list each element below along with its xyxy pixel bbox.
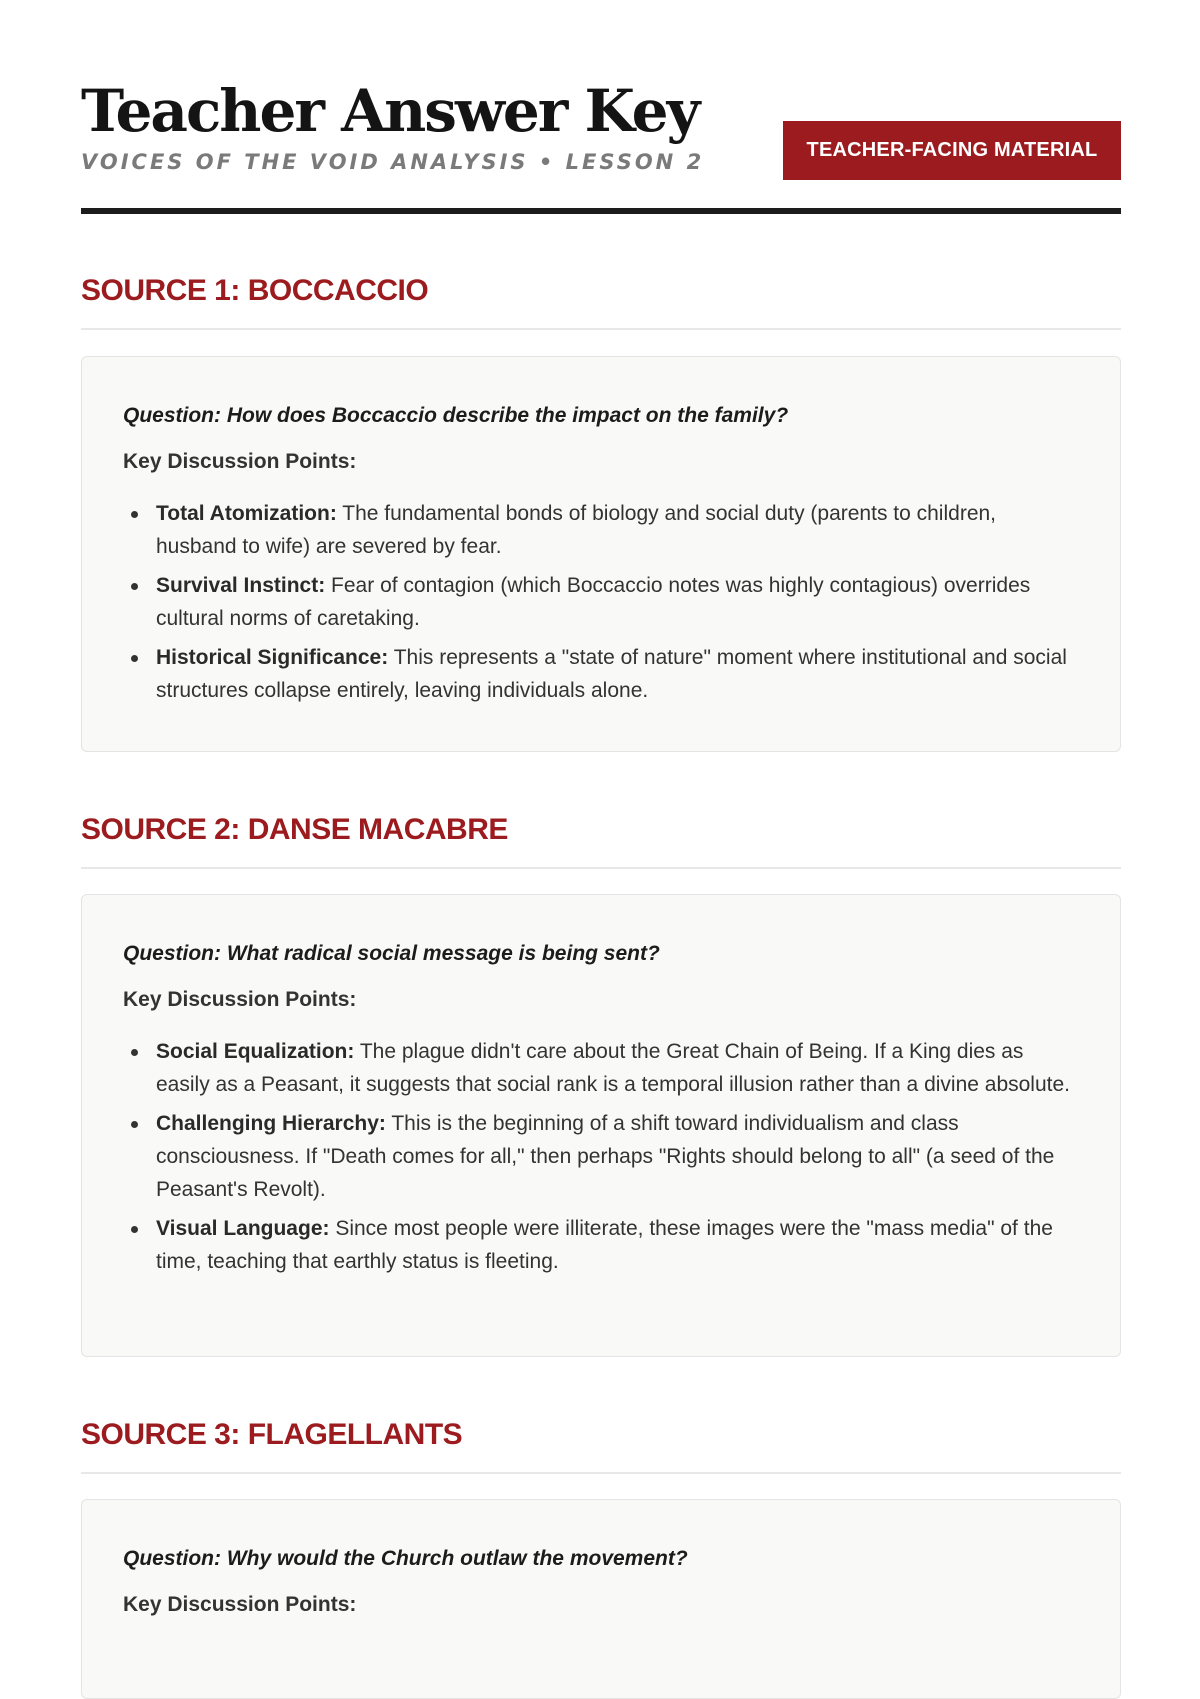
- list-item: [123, 1107, 1080, 1206]
- page-title: Teacher Answer Key: [81, 77, 699, 145]
- list-item: [123, 641, 1080, 707]
- bullet-icon: [131, 583, 138, 590]
- key-discussion-points-label: Key Discussion Points:: [123, 1593, 357, 1616]
- point-term: Historical Significance:: [156, 646, 389, 669]
- bullet-icon: [131, 511, 138, 518]
- section-title-source-3: SOURCE 3: FLAGELLANTS: [81, 1416, 1121, 1474]
- point-term: Survival Instinct:: [156, 574, 326, 597]
- list-item: [123, 1212, 1080, 1278]
- bullet-icon: [131, 1049, 138, 1056]
- point-term: Social Equalization:: [156, 1040, 355, 1063]
- question-text: Question: Why would the Church outlaw the movement?: [123, 1547, 688, 1570]
- page-subtitle: VOICES OF THE VOID ANALYSIS • LESSON 2: [81, 150, 705, 174]
- section-card-source-1: [81, 356, 1121, 752]
- question-text: Question: How does Boccaccio describe the impact on the family?: [123, 404, 789, 427]
- key-discussion-points-label: Key Discussion Points:: [123, 450, 357, 473]
- answer-key-page: [81, 0, 1121, 1616]
- key-discussion-points-label: Key Discussion Points:: [123, 988, 357, 1011]
- section-title-source-1: SOURCE 1: BOCCACCIO: [81, 272, 1121, 330]
- section-card-source-2: [81, 894, 1121, 1357]
- list-item: [123, 1035, 1080, 1101]
- question-text: Question: What radical social message is being sent?: [123, 942, 660, 965]
- page-header: [81, 0, 1121, 214]
- discussion-points-list: [123, 1035, 1080, 1278]
- bullet-icon: [131, 655, 138, 662]
- point-text: The fundamental bonds of biology and social duty (parents to children, husband to wife) are severed by fear.: [156, 502, 997, 558]
- point-text: Since most people were illiterate, these images were the "mass media" of the time, teaching that earthly status is fleeting.: [156, 1217, 1053, 1273]
- point-term: Total Atomization:: [156, 502, 337, 525]
- teacher-facing-badge: TEACHER-FACING MATERIAL: [783, 121, 1121, 180]
- point-text: The plague didn't care about the Great Chain of Being. If a King dies as easily as a Peasant, it suggests that social rank is a temporal illusion rather than a divine absolute.: [156, 1040, 1071, 1096]
- point-text: Fear of contagion (which Boccaccio notes was highly contagious) overrides cultural norms of caretaking.: [156, 574, 1031, 630]
- point-term: Challenging Hierarchy:: [156, 1112, 386, 1135]
- bullet-icon: [131, 1121, 138, 1128]
- bullet-icon: [131, 1226, 138, 1233]
- point-text: This represents a "state of nature" moment where institutional and social structures collapse entirely, leaving individuals alone.: [156, 646, 1067, 702]
- list-item: [123, 569, 1080, 635]
- point-term: Visual Language:: [156, 1217, 330, 1240]
- section-title-source-2: SOURCE 2: DANSE MACABRE: [81, 811, 1121, 869]
- point-text: This is the beginning of a shift toward individualism and class consciousness. If "Death comes for all," then perhaps "Rights should belong to all" (a seed of the Peasant's Revolt).: [156, 1112, 1055, 1201]
- list-item: [123, 497, 1080, 563]
- discussion-points-list: [123, 497, 1080, 707]
- section-card-source-3: [81, 1499, 1121, 1699]
